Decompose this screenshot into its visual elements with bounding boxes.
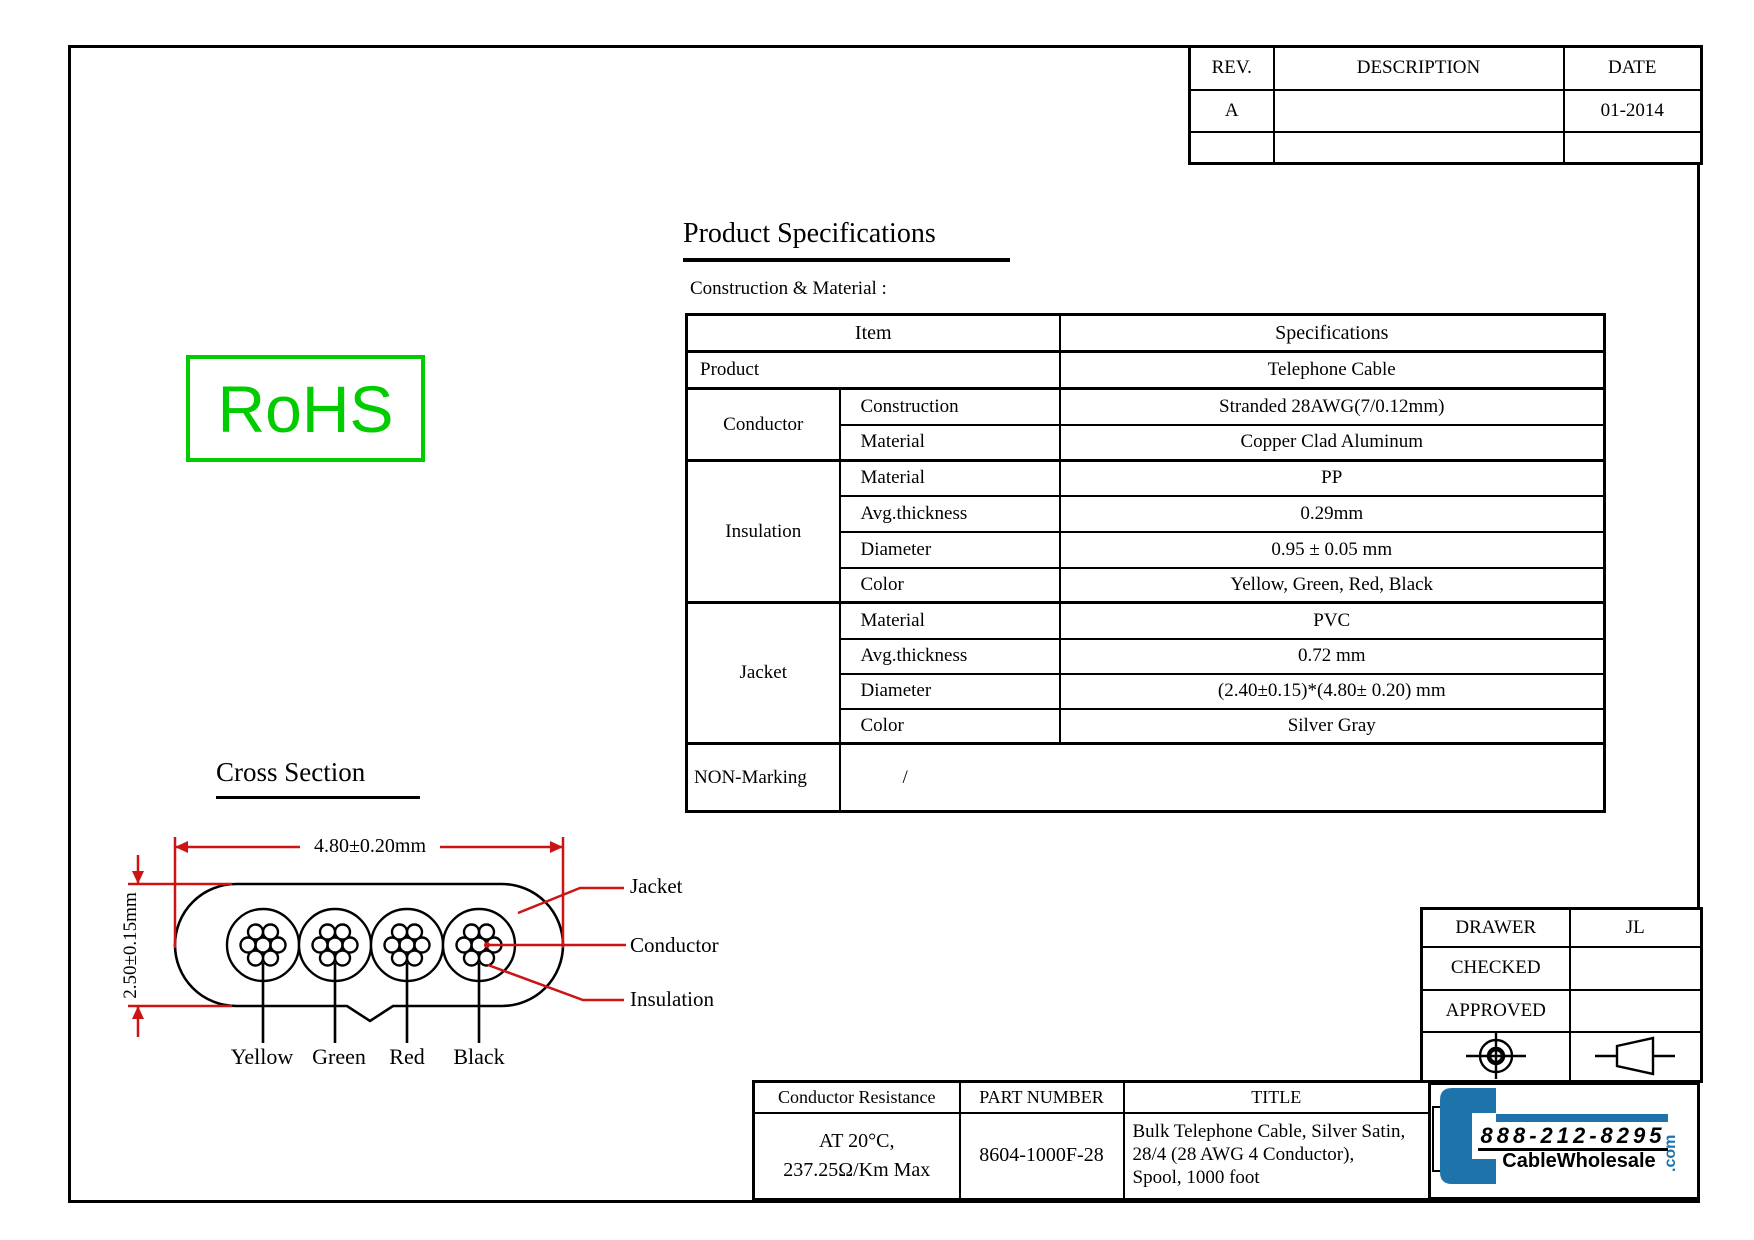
cone-projection-icon <box>1587 1033 1683 1079</box>
rohs-label: RoHS <box>217 371 394 446</box>
checked-value <box>1570 947 1702 990</box>
page-title: Product Specifications <box>683 218 936 249</box>
conductor-resistance-value <box>754 1113 960 1200</box>
drawer-value: JL <box>1570 909 1702 947</box>
date-header: DATE <box>1564 47 1702 90</box>
conductor-construction-value: Stranded 28AWG(7/0.12mm) <box>1060 389 1605 425</box>
jacket-group-label: Jacket <box>687 603 840 744</box>
revision-table <box>1188 45 1703 165</box>
insulation-group-label: Insulation <box>687 461 840 603</box>
description-header: DESCRIPTION <box>1274 47 1564 90</box>
jacket-material-label: Material <box>840 603 1060 639</box>
conductor-material-value: Copper Clad Aluminum <box>1060 425 1605 461</box>
conductor-resistance-header: Conductor Resistance <box>754 1082 960 1113</box>
construction-material-label: Construction & Material : <box>690 278 887 299</box>
insulation-avg-thickness-label: Avg.thickness <box>840 496 1060 532</box>
checked-label: CHECKED <box>1422 947 1570 990</box>
projection-symbol-cell-right <box>1570 1032 1702 1082</box>
rev-value: A <box>1190 90 1274 132</box>
width-dimension-label: 4.80±0.20mm <box>300 835 440 858</box>
resistance-line-1: AT 20°C, <box>819 1129 895 1152</box>
title-value <box>1124 1113 1430 1200</box>
rev-empty <box>1190 132 1274 164</box>
description-empty <box>1274 132 1564 164</box>
title-line-1: Bulk Telephone Cable, Silver Satin, <box>1132 1120 1406 1142</box>
logo-top-bar <box>1496 1114 1668 1122</box>
rev-header: REV. <box>1190 47 1274 90</box>
insulation-diameter-value: 0.95 ± 0.05 mm <box>1060 532 1605 568</box>
jacket-diameter-label: Diameter <box>840 674 1060 709</box>
spec-table <box>685 313 1606 813</box>
projection-symbol-cell-left <box>1422 1032 1570 1082</box>
jacket-avg-thickness-label: Avg.thickness <box>840 639 1060 674</box>
part-number-value: 8604-1000F-28 <box>960 1113 1124 1200</box>
insulation-callout: Insulation <box>630 987 714 1011</box>
wire-color-red: Red <box>389 1044 425 1069</box>
non-marking-value: / <box>840 744 1605 812</box>
conductor-material-label: Material <box>840 425 1060 461</box>
logo-brand-name: CableWholesale <box>1502 1150 1656 1172</box>
title-line-3: Spool, 1000 foot <box>1132 1166 1260 1188</box>
resistance-line-2: 237.25Ω/Km Max <box>783 1158 931 1181</box>
insulation-material-label: Material <box>840 461 1060 496</box>
description-value <box>1274 90 1564 132</box>
product-value: Telephone Cable <box>1060 352 1605 389</box>
conductor-callout: Conductor <box>630 933 719 957</box>
drawer-label: DRAWER <box>1422 909 1570 947</box>
rohs-badge <box>186 355 425 462</box>
specifications-header: Specifications <box>1060 315 1605 352</box>
conductor-construction-label: Construction <box>840 389 1060 425</box>
date-value: 01-2014 <box>1564 90 1702 132</box>
title-line-2: 28/4 (28 AWG 4 Conductor), <box>1132 1143 1355 1165</box>
jacket-color-label: Color <box>840 709 1060 744</box>
approved-value <box>1570 990 1702 1032</box>
cross-section-diagram <box>80 730 780 1080</box>
conductor-group-label: Conductor <box>687 389 840 461</box>
wire-color-black: Black <box>453 1044 505 1069</box>
jacket-color-value: Silver Gray <box>1060 709 1605 744</box>
part-number-header: PART NUMBER <box>960 1082 1124 1113</box>
part-title-table <box>752 1080 1431 1201</box>
jacket-avg-thickness-value: 0.72 mm <box>1060 639 1605 674</box>
approved-label: APPROVED <box>1422 990 1570 1032</box>
cross-section-title: Cross Section <box>216 757 366 787</box>
insulation-avg-thickness-value: 0.29mm <box>1060 496 1605 532</box>
jacket-material-value: PVC <box>1060 603 1605 639</box>
page-title-underline <box>683 258 1010 262</box>
date-empty <box>1564 132 1702 164</box>
first-angle-projection-icon <box>1454 1033 1538 1079</box>
non-marking-label: NON-Marking <box>687 744 840 812</box>
height-dimension-label: 2.50±0.15mm <box>120 892 141 999</box>
jacket-callout: Jacket <box>630 874 683 898</box>
logo-phone-number: 888-212-8295 <box>1480 1123 1666 1148</box>
product-label: Product <box>687 352 1060 389</box>
wire-color-yellow: Yellow <box>230 1044 294 1069</box>
insulation-material-value: PP <box>1060 461 1605 496</box>
jacket-diameter-value: (2.40±0.15)*(4.80± 0.20) mm <box>1060 674 1605 709</box>
insulation-diameter-label: Diameter <box>840 532 1060 568</box>
title-header: TITLE <box>1124 1082 1430 1113</box>
logo-dot-com: .com <box>1662 1134 1679 1172</box>
insulation-color-value: Yellow, Green, Red, Black <box>1060 568 1605 603</box>
item-header: Item <box>687 315 1060 352</box>
approval-table <box>1420 907 1703 1083</box>
wire-color-green: Green <box>312 1044 366 1069</box>
insulation-color-label: Color <box>840 568 1060 603</box>
